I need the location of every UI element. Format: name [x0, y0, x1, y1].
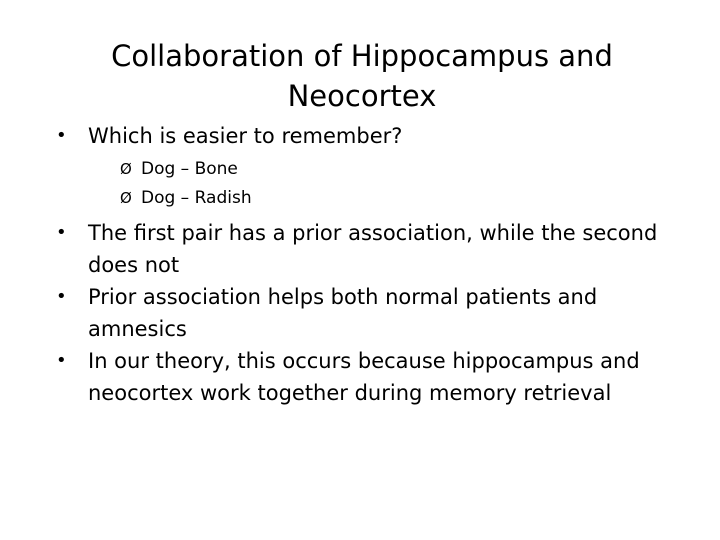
bullet-marker: • — [56, 125, 67, 146]
slide-title: Collaboration of Hippocampus and Neocortex — [111, 39, 613, 113]
bullet-item-4 — [56, 345, 666, 409]
arrow-bullet-icon: Ø — [120, 189, 132, 207]
sub-item-text: Dog – Bone — [141, 159, 238, 179]
bullet-text: Which is easier to remember? — [88, 124, 403, 148]
sub-item-2 — [120, 184, 666, 213]
sub-list — [120, 155, 666, 213]
bullet-marker: • — [56, 350, 67, 371]
bullet-item-3 — [56, 281, 666, 345]
bullet-text: Prior association helps both normal patients and amnesics — [88, 285, 598, 341]
slide-body — [56, 120, 666, 409]
bullet-text: In our theory, this occurs because hippocampus and neocortex work together during memory retrieval — [88, 349, 640, 405]
sub-item-1 — [120, 155, 666, 184]
sub-item-text: Dog – Radish — [141, 188, 252, 208]
bullet-marker: • — [56, 286, 67, 307]
bullet-text: The first pair has a prior association, while the second does not — [88, 221, 658, 277]
bullet-item-1 — [56, 120, 666, 152]
arrow-bullet-icon: Ø — [120, 160, 132, 178]
bullet-item-2 — [56, 217, 666, 281]
bullet-marker: • — [56, 222, 67, 243]
